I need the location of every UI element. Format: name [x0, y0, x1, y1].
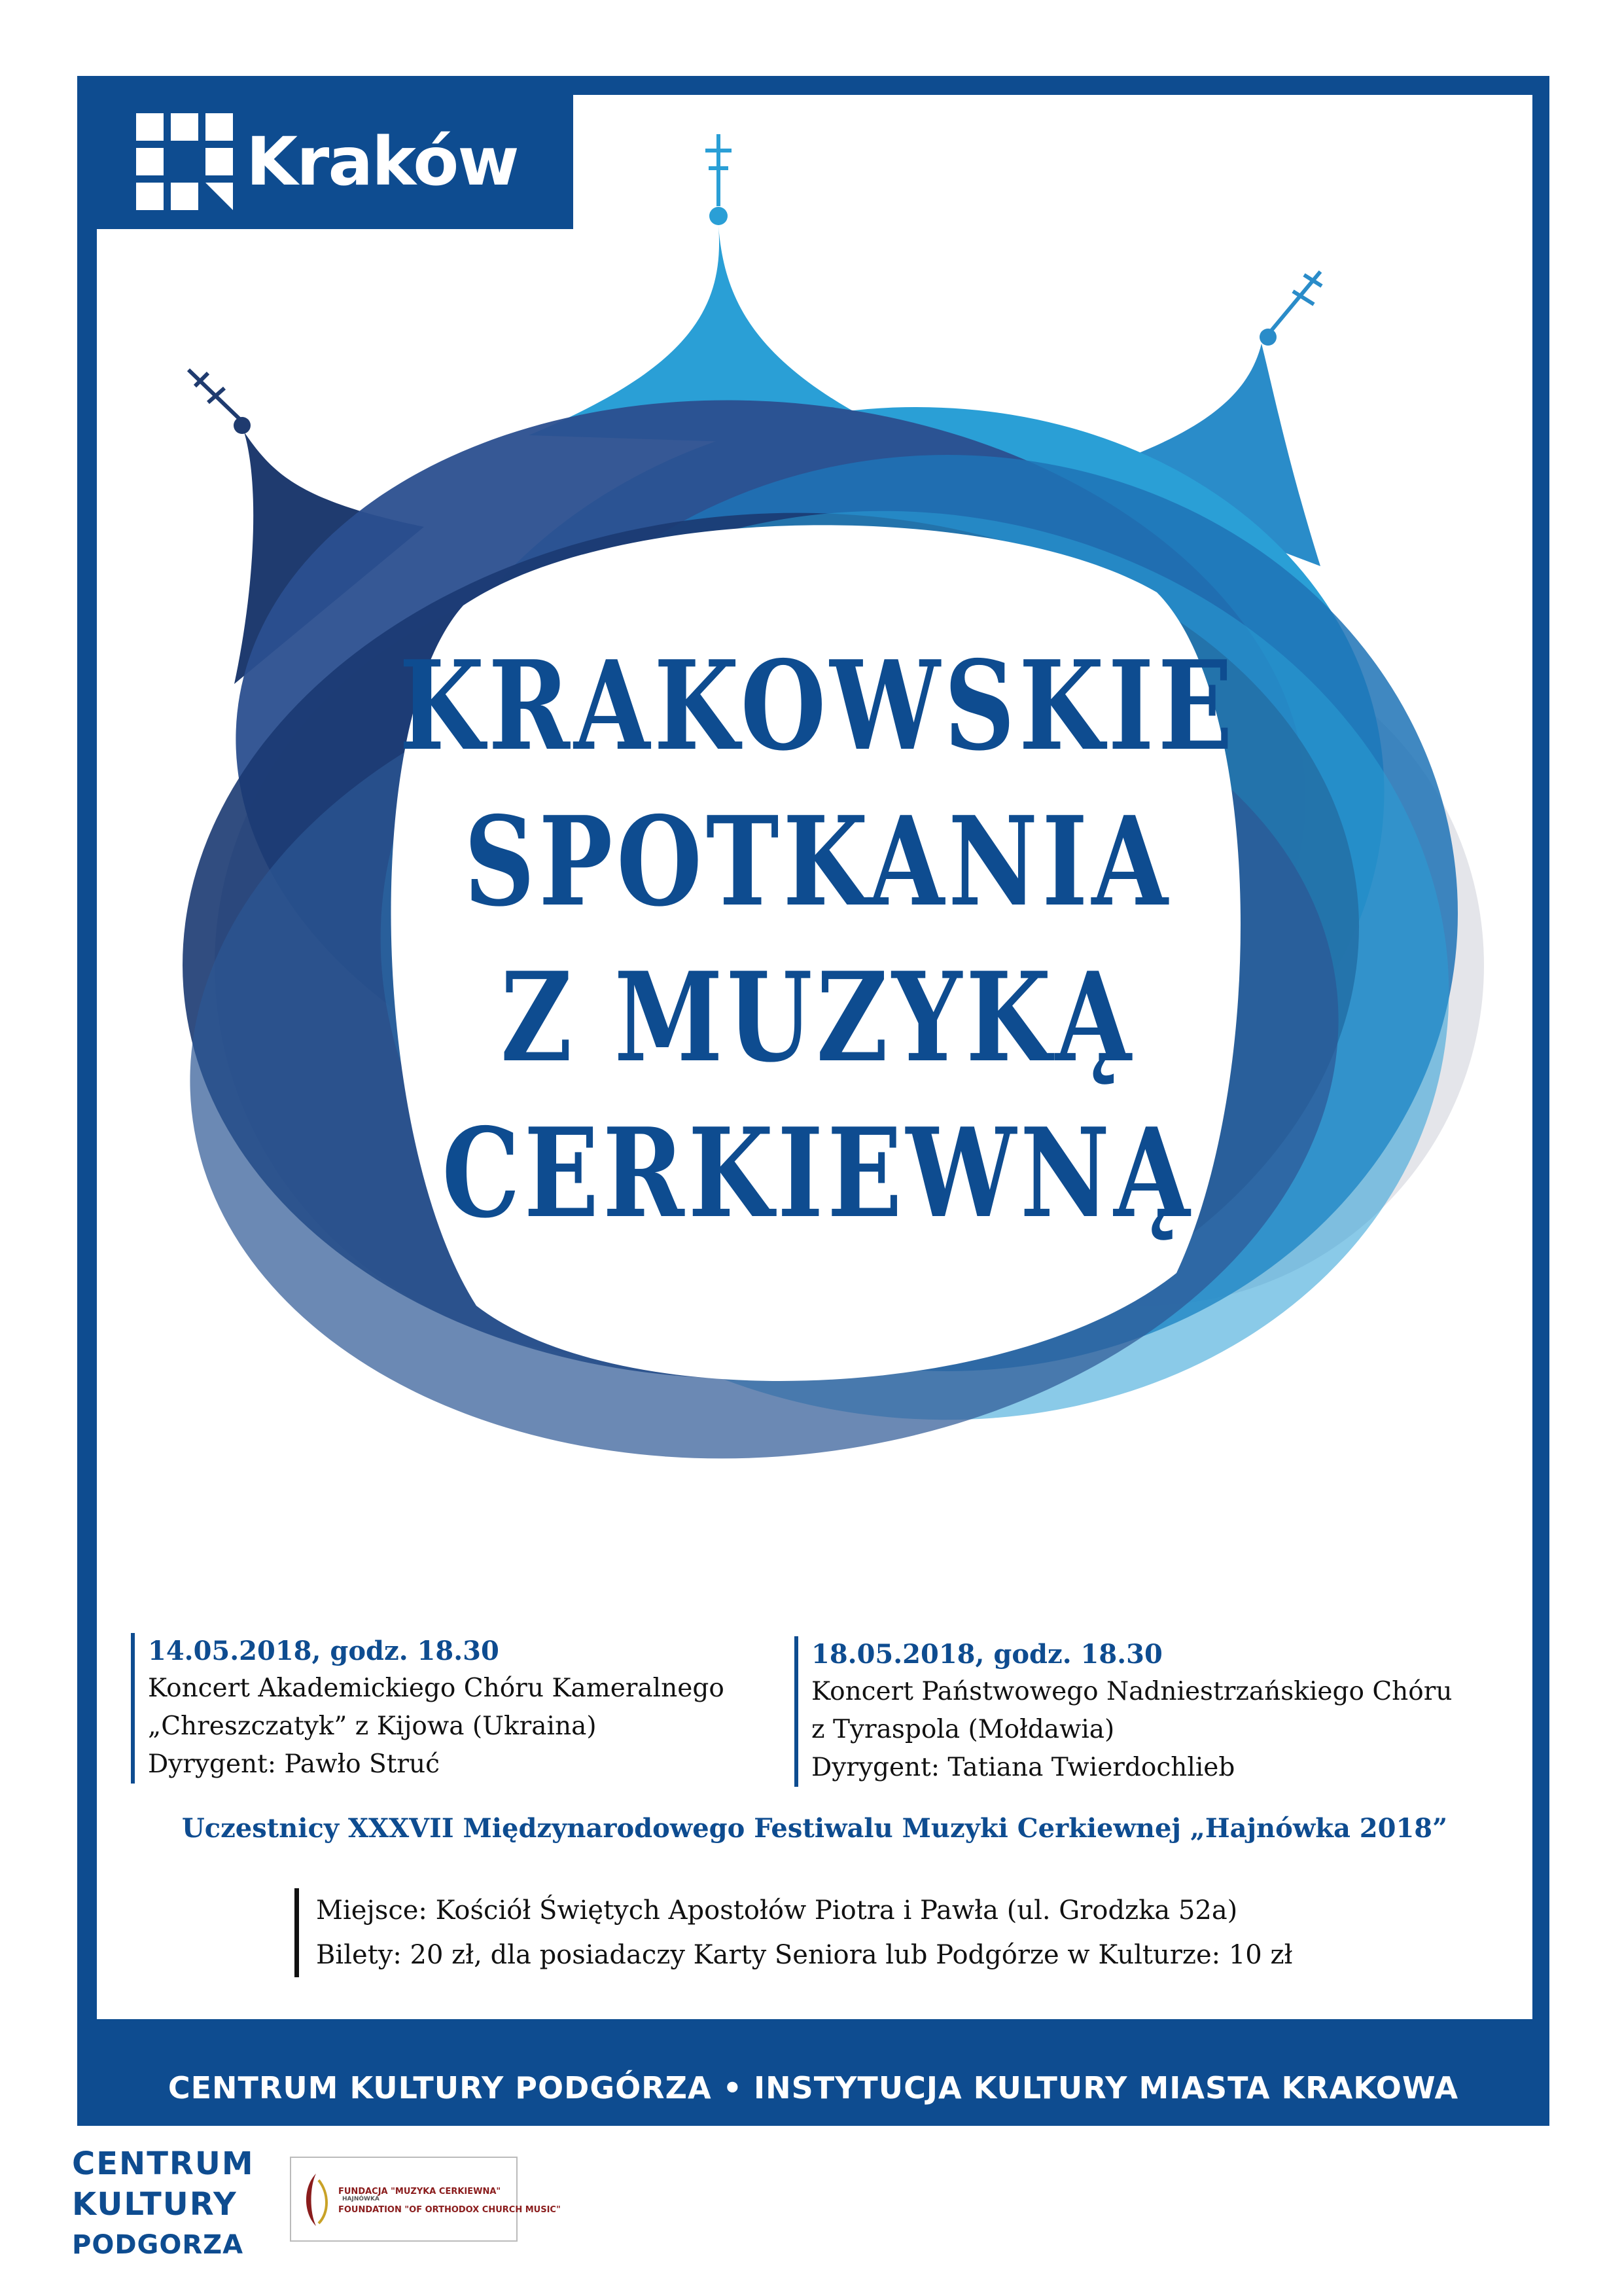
venue-place: Miejsce: Kościół Świętych Apostołów Piotra i Pawła (ul. Grodzka 52a) — [316, 1895, 1238, 1926]
title-line-3: Z MUZYKĄ — [501, 946, 1135, 1090]
ckp-logo-line: PODGORZA — [72, 2230, 244, 2260]
ckp-logo-line: KULTURY — [72, 2186, 238, 2223]
event-line: Koncert Akademickiego Chóru Kameralnego — [148, 1674, 724, 1703]
event-line: z Tyraspola (Mołdawia) — [811, 1715, 1115, 1744]
foundation-logo — [290, 2157, 561, 2242]
title-line-2: SPOTKANIA — [464, 790, 1172, 934]
foundation-line: FUNDACJA "MUZYKA CERKIEWNA" — [338, 2187, 501, 2197]
title-line-4: CERKIEWNĄ — [442, 1102, 1194, 1246]
foundation-mark-icon — [296, 2167, 336, 2233]
event-line: „Chreszczatyk” z Kijowa (Ukraina) — [148, 1712, 597, 1741]
event-line: Dyrygent: Pawło Struć — [148, 1749, 440, 1779]
title-line-1: KRAKOWSKIE — [398, 634, 1237, 778]
event-line: Koncert Państwowego Nadniestrzańskiego Chóru — [811, 1677, 1453, 1706]
ckp-logo-line: CENTRUM — [72, 2145, 255, 2182]
krakow-city-logo-icon — [136, 113, 233, 210]
brand-name: Kraków — [246, 123, 518, 201]
centrum-kultury-podgorza-logo — [72, 2144, 255, 2265]
footer-strip: CENTRUM KULTURY PODGÓRZA • INSTYTUCJA KULTURY MIASTA KRAKOWA — [168, 2070, 1459, 2106]
foundation-line: HAJNÓWKA — [342, 2196, 380, 2202]
venue-info — [294, 1888, 1428, 1977]
event-card-2 — [794, 1636, 1544, 1787]
event-date: 14.05.2018, godz. 18.30 — [148, 1636, 499, 1666]
poster-title — [366, 628, 1269, 1251]
krakow-brand-bar — [97, 95, 573, 229]
venue-tickets: Bilety: 20 zł, dla posiadaczy Karty Seniora lub Podgórze w Kulturze: 10 zł — [316, 1940, 1293, 1970]
event-date: 18.05.2018, godz. 18.30 — [811, 1639, 1163, 1670]
event-line: Dyrygent: Tatiana Twierdochlieb — [811, 1753, 1235, 1782]
event-card-1 — [131, 1633, 802, 1784]
participants-note: Uczestnicy XXXVII Międzynarodowego Festiwalu Muzyki Cerkiewnej „Hajnówka 2018” — [181, 1813, 1448, 1844]
foundation-line: FOUNDATION "OF ORTHODOX CHURCH MUSIC" — [338, 2205, 561, 2215]
